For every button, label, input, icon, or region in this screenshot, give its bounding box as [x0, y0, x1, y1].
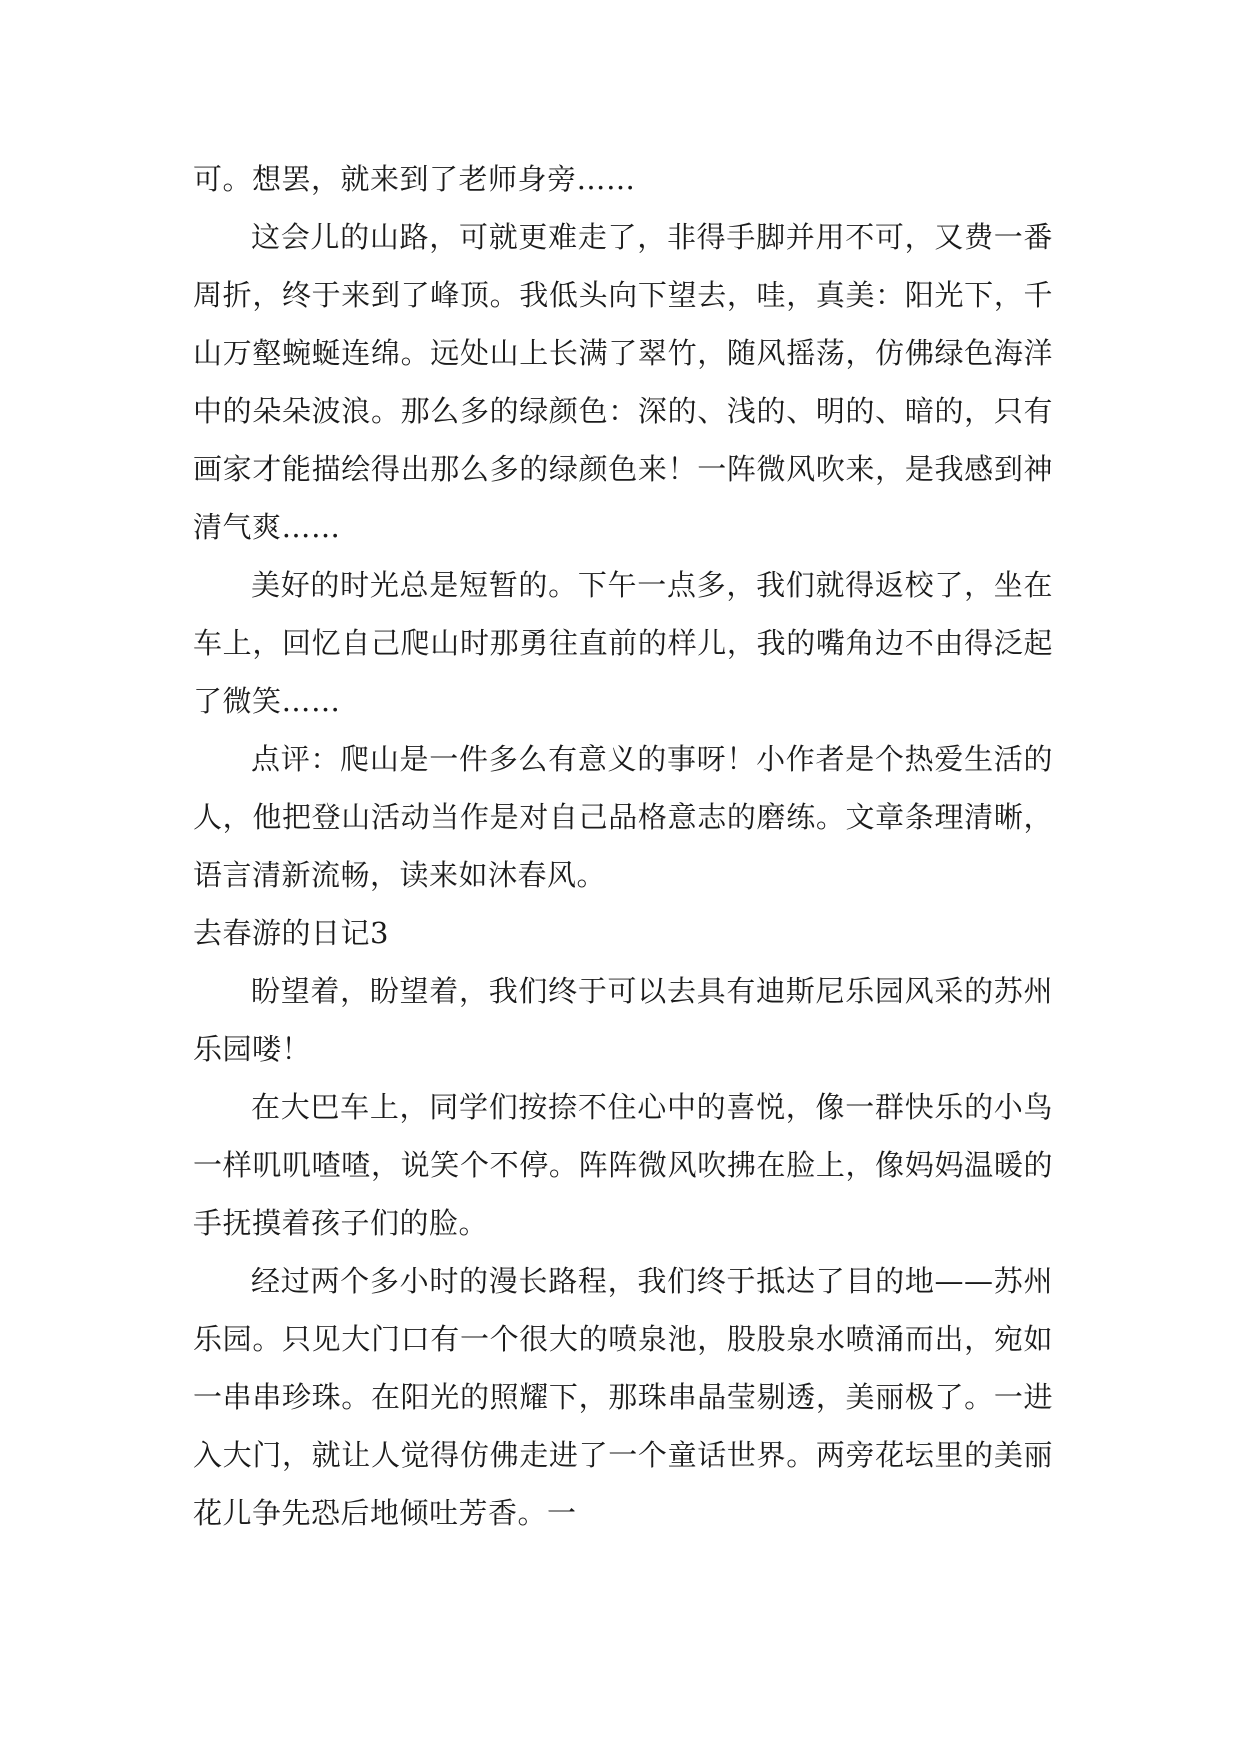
paragraph-continuation: 可。想罢，就来到了老师身旁…… — [193, 162, 636, 196]
paragraph-anticipation: 盼望着，盼望着，我们终于可以去具有迪斯尼乐园风采的苏州乐园喽！ — [193, 974, 1053, 1066]
paragraph-return: 美好的时光总是短暂的。下午一点多，我们就得返校了，坐在车上，回忆自己爬山时那勇往直前的样儿，我的嘴角边不由得泛起了微笑…… — [193, 568, 1053, 718]
paragraph-summit: 这会儿的山路，可就更难走了，非得手脚并用不可，又费一番周折，终于来到了峰顶。我低头向下望去，哇，真美：阳光下，千山万壑蜿蜒连绵。远处山上长满了翠竹，随风摇荡，仿佛绿色海洋中的朵朵波浪。那么多的绿颜色：深的、浅的、明的、暗的，只有画家才能描绘得出那么多的绿颜色来！一阵微风吹来，是我感到神清气爽…… — [193, 220, 1053, 544]
paragraph-bus: 在大巴车上，同学们按捺不住心中的喜悦，像一群快乐的小鸟一样叽叽喳喳，说笑个不停。阵阵微风吹拂在脸上，像妈妈温暖的手抚摸着孩子们的脸。 — [193, 1090, 1053, 1240]
paragraph-comment: 点评：爬山是一件多么有意义的事呀！小作者是个热爱生活的人，他把登山活动当作是对自己品格意志的磨练。文章条理清晰，语言清新流畅，读来如沐春风。 — [193, 742, 1053, 892]
document-page — [193, 150, 1053, 1542]
section-heading: 去春游的日记3 — [193, 916, 389, 950]
paragraph-arrival: 经过两个多小时的漫长路程，我们终于抵达了目的地——苏州乐园。只见大门口有一个很大的喷泉池，股股泉水喷涌而出，宛如一串串珍珠。在阳光的照耀下，那珠串晶莹剔透，美丽极了。一进入大门，就让人觉得仿佛走进了一个童话世界。两旁花坛里的美丽花儿争先恐后地倾吐芳香。一 — [193, 1264, 1053, 1530]
